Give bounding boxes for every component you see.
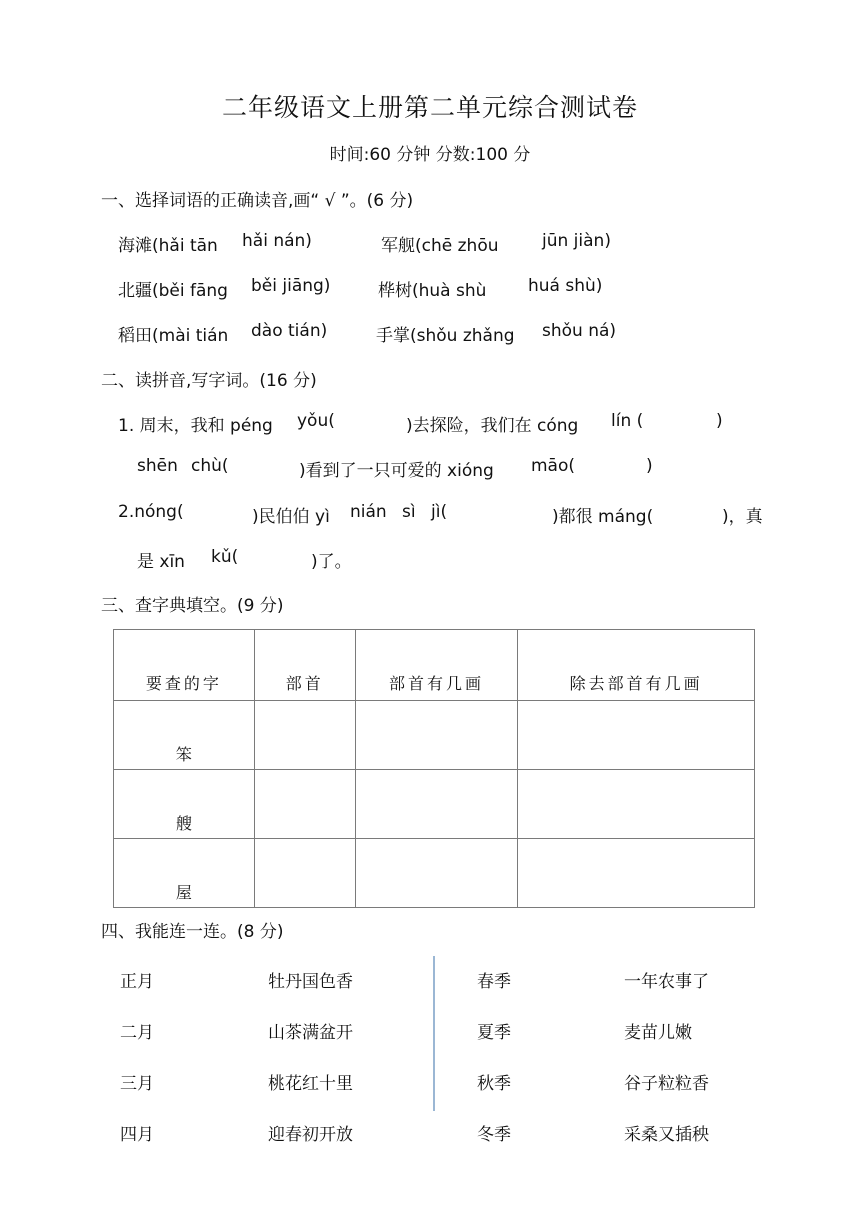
s2-l4-c: )了。 <box>311 552 352 572</box>
section-3-heading: 三、查字典填空。(9 分) <box>101 596 284 616</box>
s2-l2-b: chù( <box>191 456 229 476</box>
table-row <box>114 701 755 770</box>
season-item[interactable]: 夏季 <box>477 1023 511 1043</box>
answer-cell[interactable] <box>254 839 355 908</box>
s2-l1-a: 1. 周末，我和 péng <box>118 416 273 436</box>
exam-info: 时间:60 分钟 分数:100 分 <box>329 145 531 165</box>
s1-r2-a: 北疆(běi fāng <box>118 281 228 301</box>
activity-item[interactable]: 采桑又插秧 <box>624 1125 709 1145</box>
column-divider <box>433 956 435 1111</box>
s1-r3-b: dào tián) <box>251 321 328 341</box>
page-title: 二年级语文上册第二单元综合测试卷 <box>221 93 638 122</box>
s1-r2-b: běi jiāng) <box>251 276 331 296</box>
season-item[interactable]: 秋季 <box>477 1074 511 1094</box>
s2-l3-a: 2.nóng( <box>118 502 184 522</box>
s2-l3-c: nián <box>350 502 387 522</box>
s2-l3-d: sì <box>402 502 416 522</box>
s2-l1-e: ) <box>716 411 723 431</box>
answer-cell[interactable] <box>254 701 355 770</box>
flower-item[interactable]: 桃花红十里 <box>268 1074 353 1094</box>
header-remaining-strokes: 除去部首有几画 <box>518 630 755 701</box>
answer-cell[interactable] <box>518 701 755 770</box>
month-item[interactable]: 正月 <box>120 972 154 992</box>
char-cell: 屋 <box>114 839 255 908</box>
activity-item[interactable]: 谷子粒粒香 <box>624 1074 709 1094</box>
flower-item[interactable]: 山茶满盆开 <box>268 1023 353 1043</box>
s1-r1-d: jūn jiàn) <box>542 231 611 251</box>
month-item[interactable]: 二月 <box>120 1023 154 1043</box>
s1-r3-a: 稻田(mài tián <box>118 326 229 346</box>
flower-item[interactable]: 牡丹国色香 <box>268 972 353 992</box>
answer-cell[interactable] <box>355 701 518 770</box>
header-radical-strokes: 部首有几画 <box>355 630 518 701</box>
season-item[interactable]: 春季 <box>477 972 511 992</box>
dictionary-table <box>113 629 755 908</box>
activity-item[interactable]: 一年农事了 <box>624 972 709 992</box>
section-2-heading: 二、读拼音,写字词。(16 分) <box>101 371 317 391</box>
s2-l3-e: jì( <box>431 502 448 522</box>
s1-r3-c: 手掌(shǒu zhǎng <box>376 326 515 346</box>
section-4-heading: 四、我能连一连。(8 分) <box>101 922 284 942</box>
s2-l2-e: ) <box>646 456 653 476</box>
s2-l3-f: )都很 máng( <box>552 507 654 527</box>
s1-r2-d: huá shù) <box>528 276 603 296</box>
s2-l1-b: yǒu( <box>297 411 335 431</box>
s2-l2-c: )看到了一只可爱的 xióng <box>299 461 494 481</box>
table-header-row <box>114 630 755 701</box>
s1-r2-c: 桦树(huà shù <box>378 281 487 301</box>
season-item[interactable]: 冬季 <box>477 1125 511 1145</box>
s2-l3-b: )民伯伯 yì <box>252 507 330 527</box>
s2-l4-a: 是 xīn <box>137 552 185 572</box>
month-item[interactable]: 四月 <box>120 1125 154 1145</box>
s2-l2-d: māo( <box>531 456 576 476</box>
s1-r3-d: shǒu ná) <box>542 321 617 341</box>
table-row <box>114 770 755 839</box>
char-cell: 笨 <box>114 701 255 770</box>
s2-l1-d: lín ( <box>611 411 644 431</box>
answer-cell[interactable] <box>518 770 755 839</box>
answer-cell[interactable] <box>254 770 355 839</box>
header-radical: 部首 <box>254 630 355 701</box>
s2-l1-c: )去探险，我们在 cóng <box>406 416 579 436</box>
table-row <box>114 839 755 908</box>
s1-r1-a: 海滩(hǎi tān <box>118 236 218 256</box>
section-1-heading: 一、选择词语的正确读音,画“ √ ”。(6 分) <box>101 191 414 211</box>
answer-cell[interactable] <box>355 839 518 908</box>
answer-cell[interactable] <box>355 770 518 839</box>
header-char: 要查的字 <box>114 630 255 701</box>
char-cell: 艘 <box>114 770 255 839</box>
s2-l4-b: kǔ( <box>211 547 239 567</box>
s1-r1-b: hǎi nán) <box>242 231 312 251</box>
s2-l2-a: shēn <box>137 456 178 476</box>
answer-cell[interactable] <box>518 839 755 908</box>
flower-item[interactable]: 迎春初开放 <box>268 1125 353 1145</box>
s1-r1-c: 军舰(chē zhōu <box>381 236 499 256</box>
activity-item[interactable]: 麦苗儿嫩 <box>624 1023 692 1043</box>
month-item[interactable]: 三月 <box>120 1074 154 1094</box>
s2-l3-g: )，真 <box>722 507 763 527</box>
